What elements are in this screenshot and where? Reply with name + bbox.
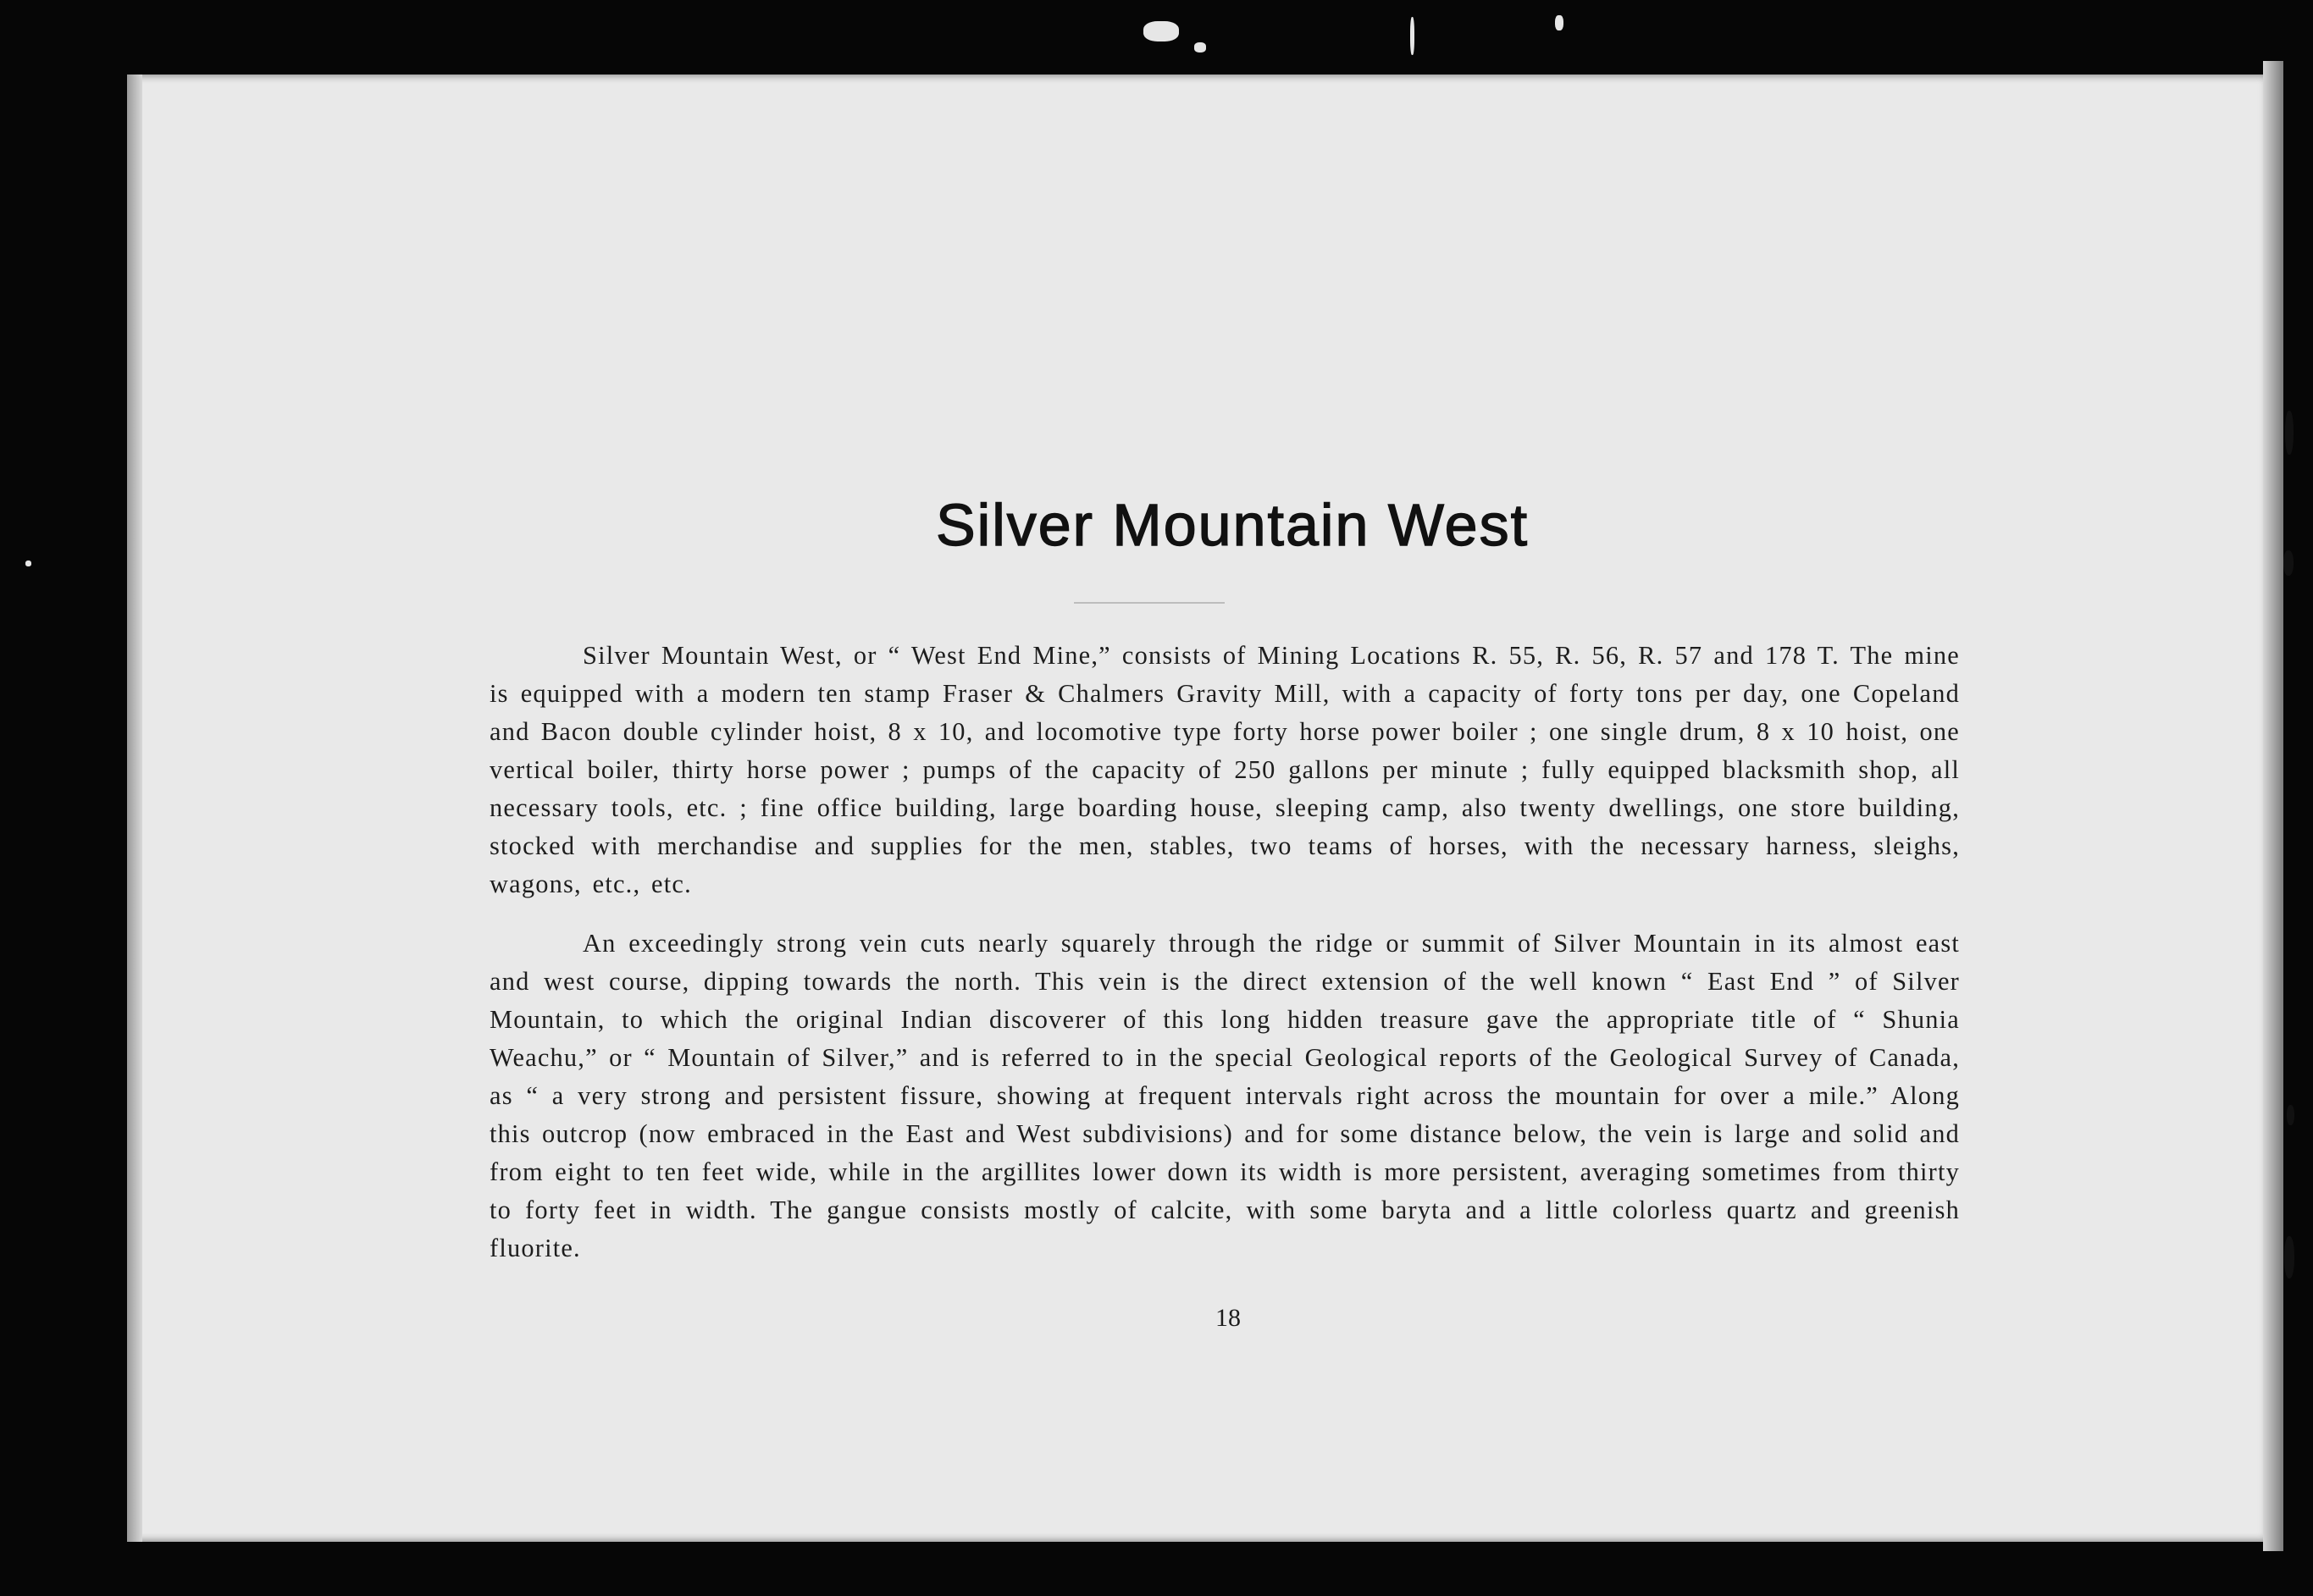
paragraph: An exceedingly strong vein cuts nearly squarely through the ridge or summit of Silver Mountain in its almost east and west course, dipping towards the north. This vein is the direct extension of the well known “ East End ” of Silver Mountain, to which the original Indian discoverer of this long hidden treasure gave the appropriate title of “ Shunia Weachu,” or “ Mountain of Silver,” and is referred to in the special Geological reports of the Geological Survey of Canada, as “ a very strong and persistent fissure, showing at frequent intervals right across the mountain for over a mile.” Along this outcrop (now embraced in the East and West subdivisions) and for some distance below, the vein is large and solid and from eight to ten feet wide, while in the argillites lower down its width is more persistent, averaging sometimes from thirty to forty feet in width. The gangue consists mostly of calcite, with some baryta and a little colorless quartz and greenish fluorite. <box>490 929 1960 1262</box>
body-text <box>490 637 1960 1267</box>
dust-speck <box>1410 17 1414 55</box>
binding-mark <box>2287 1105 2294 1125</box>
binding-mark <box>2283 550 2294 576</box>
paragraph: Silver Mountain West, or “ West End Mine,” consists of Mining Locations R. 55, R. 56, R. 57 and 178 T. The mine is equipped with a modern ten stamp Fraser & Chalmers Gravity Mill, with a capacity of forty tons per day, one Copeland and Bacon double cylinder hoist, 8 x 10, and locomotive type forty horse power boiler ; one single drum, 8 x 10 hoist, one vertical boiler, thirty horse power ; pumps of the capacity of 250 gallons per minute ; fully equipped blacksmith shop, all necessary tools, etc. ; fine office building, large boarding house, sleeping camp, also twenty dwellings, one store building, stocked with merchandise and supplies for the men, stables, two teams of horses, with the necessary harness, sleighs, wagons, etc., etc. <box>490 641 1960 898</box>
dust-speck <box>1143 21 1179 41</box>
page-title: Silver Mountain West <box>935 492 1530 558</box>
page-number: 18 <box>1215 1304 1241 1332</box>
title-divider <box>1074 602 1225 604</box>
dust-speck <box>1555 15 1563 30</box>
page-left-edge <box>127 75 142 1542</box>
binding-mark <box>2285 411 2294 455</box>
binding-mark <box>2284 1236 2294 1278</box>
page-right-edge <box>2263 61 2283 1551</box>
dust-speck <box>25 561 31 566</box>
dust-speck <box>1194 42 1206 52</box>
